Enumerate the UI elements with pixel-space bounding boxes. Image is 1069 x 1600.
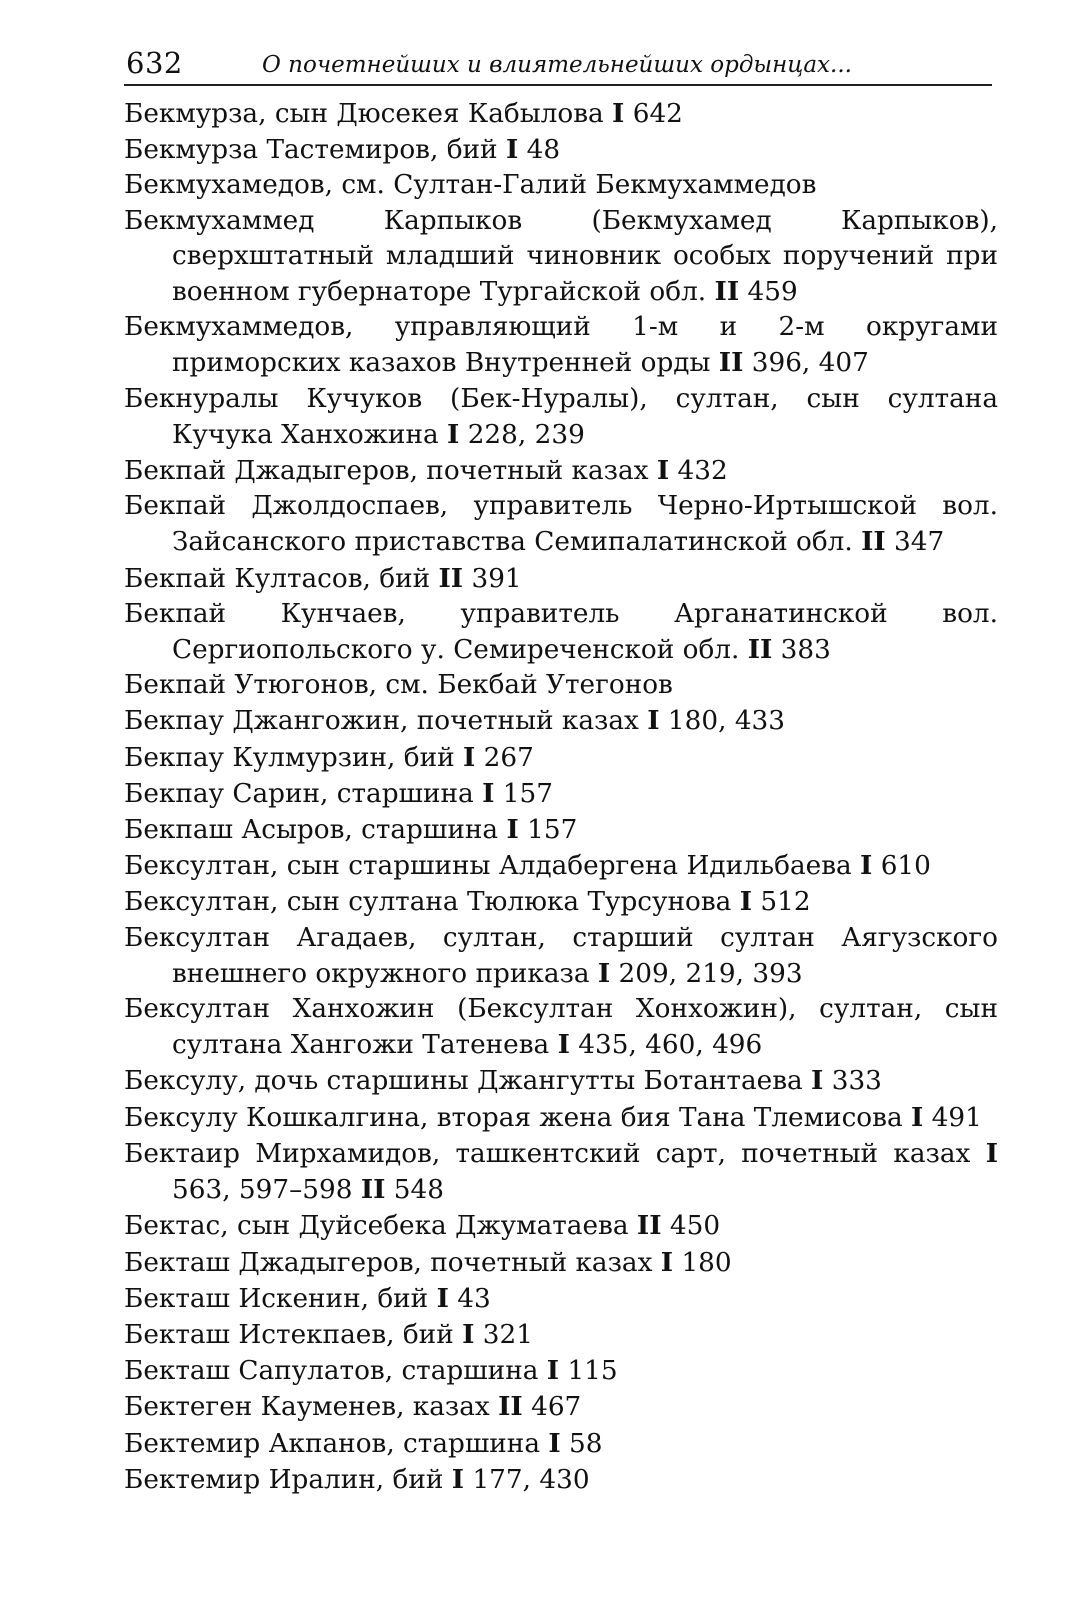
- volume-number: II: [360, 1174, 386, 1206]
- entry-text: Бектаир Мирхамидов, ташкентский сарт, почетный казах: [124, 1138, 986, 1169]
- entry-text: 180: [673, 1247, 732, 1278]
- entry-text: Бектемир Акпанов, старшина: [124, 1428, 549, 1459]
- index-entry: [124, 703, 998, 739]
- index-entry: [124, 489, 998, 560]
- volume-number: I: [660, 1246, 674, 1278]
- index-entry: [124, 776, 998, 812]
- entry-text: 467: [522, 1392, 582, 1423]
- entry-text: 610: [872, 851, 931, 882]
- page-number: 632: [126, 46, 183, 80]
- volume-number: II: [438, 562, 464, 594]
- entry-text: 435, 460, 496: [569, 1030, 763, 1061]
- entry-text: 333: [823, 1066, 882, 1097]
- index-entry: [124, 597, 998, 668]
- volume-number: I: [557, 1029, 570, 1061]
- index-entry: [124, 812, 998, 848]
- entry-text: Бекмурза Тастемиров, бий: [124, 135, 506, 166]
- index-entry: [124, 1389, 998, 1425]
- entry-text: Бекпау Джангожин, почетный казах: [124, 706, 648, 737]
- entry-text: Бектемир Иралин, бий: [124, 1464, 452, 1495]
- running-head: [124, 40, 992, 86]
- index-entry: [124, 168, 998, 203]
- index-entry: [124, 1281, 998, 1317]
- volume-number: I: [656, 455, 670, 487]
- volume-number: I: [612, 98, 625, 129]
- volume-number: II: [498, 1391, 523, 1423]
- volume-number: I: [462, 1318, 475, 1350]
- entry-text: Бекташ Истекпаев, бий: [124, 1319, 463, 1350]
- entry-text: Бекпай Утюгонов, см. Бекбай Утегонов: [124, 670, 673, 701]
- entry-text: 58: [560, 1428, 603, 1459]
- index-entry: [124, 1353, 998, 1389]
- index-entry: [124, 561, 998, 597]
- index-entry: [124, 1136, 998, 1208]
- entry-text: Бекпай Джолдоспаев, управитель Черно-Иртышской вол. Зайсанского приставства Семипалатинской обл.: [124, 491, 998, 558]
- index-entry: [124, 310, 998, 381]
- entry-text: Бектеген Кауменев, казах: [124, 1392, 499, 1423]
- volume-number: II: [714, 276, 740, 308]
- entry-text: Бексулу Кошкалгина, вторая жена бия Тана Тлемисова: [124, 1102, 911, 1133]
- index-entry: [124, 740, 998, 776]
- entry-text: 157: [518, 815, 578, 846]
- entry-text: Бекпау Кулмурзин, бий: [124, 742, 464, 773]
- entry-text: 228, 239: [459, 419, 585, 450]
- entry-text: 347: [885, 527, 945, 558]
- entry-text: 432: [669, 456, 728, 487]
- index-entry: [124, 1063, 998, 1099]
- index-entry: [124, 1245, 998, 1281]
- entry-text: 209, 219, 393: [610, 958, 803, 989]
- index-entry: [124, 1317, 998, 1353]
- entry-text: Бексулу, дочь старшины Джангутты Ботантаева: [124, 1066, 812, 1097]
- entry-text: 321: [474, 1319, 533, 1350]
- entry-text: Бекпау Сарин, старшина: [124, 778, 483, 809]
- entry-text: 512: [752, 887, 811, 918]
- entry-text: Бекпай Култасов, бий: [124, 563, 439, 594]
- entry-text: Бектас, сын Дуйсебека Джуматаева: [124, 1211, 637, 1242]
- entry-text: Бекмурза, сын Дюсекея Кабылова: [124, 99, 613, 129]
- volume-number: I: [447, 418, 460, 450]
- entry-text: Бексултан, сын старшины Алдабергена Идильбаева: [124, 851, 861, 882]
- entry-text: 43: [448, 1283, 491, 1314]
- volume-number: I: [985, 1137, 998, 1169]
- entry-text: 267: [475, 742, 534, 773]
- volume-number: II: [636, 1210, 662, 1242]
- entry-text: 563, 597–598: [172, 1175, 361, 1206]
- entry-text: 157: [494, 778, 553, 809]
- volume-number: I: [451, 1463, 465, 1495]
- entry-text: Бекташ Сапулатов, старшина: [124, 1356, 547, 1387]
- entry-text: Бекпай Кунчаев, управитель Арганатинской вол. Сергиопольского у. Семиреченской обл.: [124, 598, 998, 666]
- entry-text: Бекпай Джадыгеров, почетный казах: [124, 456, 657, 487]
- entry-text: Бексултан Ханхожин (Бексултан Хонхожин), султан, сын султана Хангожи Татенева: [124, 994, 998, 1061]
- volume-number: I: [739, 886, 753, 918]
- entry-text: 450: [661, 1211, 721, 1242]
- index-entry: [124, 1462, 998, 1498]
- entry-text: Бекташ Джадыгеров, почетный казах: [124, 1247, 661, 1278]
- index-entry: [124, 1426, 998, 1462]
- volume-number: I: [546, 1355, 560, 1387]
- index-entries: [124, 96, 998, 1498]
- index-entry: [124, 668, 998, 703]
- entry-text: 491: [923, 1102, 982, 1133]
- entry-text: 383: [772, 635, 831, 666]
- entry-text: 391: [463, 563, 522, 594]
- volume-number: I: [860, 850, 873, 882]
- volume-number: I: [463, 741, 476, 773]
- entry-text: Бекмухамедов, см. Султан-Галий Бекмухаммедов: [124, 170, 817, 201]
- entry-text: 180, 433: [659, 706, 786, 737]
- index-entry: [124, 204, 998, 311]
- entry-text: 548: [385, 1175, 444, 1206]
- index-entry: [124, 848, 998, 884]
- entry-text: 459: [739, 277, 798, 308]
- index-entry: [124, 921, 998, 992]
- entry-text: 48: [518, 135, 561, 166]
- running-title: О почетнейших и влиятельнейших ордынцах...: [262, 52, 852, 78]
- index-entry: [124, 382, 998, 453]
- index-entry: [124, 1100, 998, 1136]
- entry-text: Бекмухаммедов, управляющий 1-м и 2-м округами приморских казахов Внутренней орды: [124, 312, 998, 379]
- volume-number: I: [505, 134, 519, 166]
- index-entry: [124, 132, 998, 168]
- volume-number: I: [506, 814, 519, 846]
- index-entry: [124, 453, 998, 489]
- entry-text: 396, 407: [743, 348, 869, 379]
- volume-number: I: [811, 1065, 824, 1097]
- entry-text: Бекмухаммед Карпыков (Бекмухамед Карпыков), сверхштатный младший чиновник особых поручений при военном губернаторе Тургайской обл.: [124, 205, 998, 308]
- volume-number: I: [436, 1282, 449, 1314]
- entry-text: 177, 430: [464, 1464, 590, 1495]
- volume-number: I: [910, 1101, 924, 1133]
- entry-text: Бекпаш Асыров, старшина: [124, 815, 507, 846]
- volume-number: II: [718, 347, 744, 379]
- entry-text: Бексултан Агадаев, султан, старший султан Аягузского внешнего окружного приказа: [124, 922, 998, 989]
- entry-text: Бекташ Искенин, бий: [124, 1283, 437, 1314]
- volume-number: I: [548, 1427, 561, 1459]
- volume-number: I: [597, 957, 611, 989]
- index-entry: [124, 1208, 998, 1244]
- index-entry: [124, 992, 998, 1063]
- volume-number: I: [482, 777, 495, 809]
- volume-number: II: [747, 634, 773, 666]
- volume-number: II: [861, 526, 886, 558]
- index-entry: [124, 884, 998, 920]
- entry-text: 115: [559, 1356, 618, 1387]
- entry-text: 642: [624, 99, 683, 129]
- index-entry: [124, 96, 998, 132]
- entry-text: Бекнуралы Кучуков (Бек-Нуралы), султан, сын султана Кучука Ханхожина: [124, 383, 998, 450]
- entry-text: Бексултан, сын султана Тюлюка Турсунова: [124, 887, 740, 918]
- volume-number: I: [647, 705, 660, 737]
